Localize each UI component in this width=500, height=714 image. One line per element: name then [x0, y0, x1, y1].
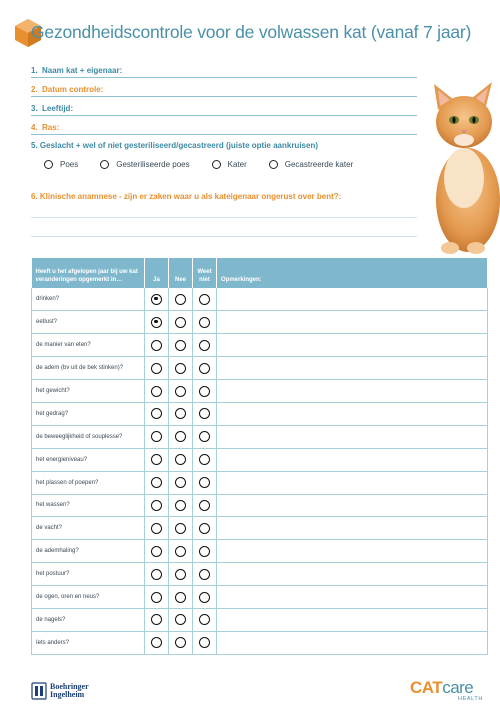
radio-nee[interactable] — [175, 340, 186, 351]
option-gecastreerde-kater[interactable]: Gecastreerde kater — [269, 160, 353, 169]
radio-weet-niet[interactable] — [199, 546, 210, 557]
remarks-cell[interactable] — [217, 334, 488, 357]
remarks-cell[interactable] — [217, 494, 488, 517]
radio-nee[interactable] — [175, 614, 186, 625]
row-question: de adem (bv uit de bek stinken)? — [32, 357, 145, 380]
radio-ja[interactable] — [151, 500, 162, 511]
radio-nee[interactable] — [175, 637, 186, 648]
row-question: de ogen, oren en neus? — [32, 586, 145, 609]
radio-weet-niet[interactable] — [199, 637, 210, 648]
question-anamnesis: 6. Klinische anamnese - zijn er zaken waar u als kateigenaar ongerust over bent?: — [31, 192, 342, 201]
table-row — [32, 608, 488, 631]
remarks-cell[interactable] — [217, 608, 488, 631]
radio-weet-niet[interactable] — [199, 294, 210, 305]
sex-options — [44, 160, 375, 169]
row-question: de ademhaling? — [32, 540, 145, 563]
radio-weet-niet[interactable] — [199, 454, 210, 465]
field-date[interactable]: 2. Datum controle: — [31, 85, 417, 97]
field-breed[interactable]: 4. Ras: — [31, 123, 417, 135]
table-row — [32, 586, 488, 609]
remarks-cell[interactable] — [217, 517, 488, 540]
remarks-cell[interactable] — [217, 586, 488, 609]
radio-ja[interactable] — [151, 431, 162, 442]
row-question: het postuur? — [32, 563, 145, 586]
field-name-owner[interactable]: 1. Naam kat + eigenaar: — [31, 66, 417, 78]
row-question: de nagels? — [32, 608, 145, 631]
header-opmerkingen: Opmerkingen: — [217, 258, 488, 288]
radio-weet-niet[interactable] — [199, 386, 210, 397]
row-question: drinken? — [32, 288, 145, 311]
table-row — [32, 517, 488, 540]
row-question: het gewicht? — [32, 380, 145, 403]
remarks-cell[interactable] — [217, 471, 488, 494]
radio-ja[interactable] — [151, 294, 162, 305]
option-gesteriliseerde-poes[interactable]: Gesteriliseerde poes — [100, 160, 189, 169]
option-poes[interactable]: Poes — [44, 160, 78, 169]
remarks-cell[interactable] — [217, 448, 488, 471]
radio-ja[interactable] — [151, 454, 162, 465]
cat-photo — [420, 80, 500, 255]
radio-nee[interactable] — [175, 592, 186, 603]
radio-weet-niet[interactable] — [199, 500, 210, 511]
radio-nee[interactable] — [175, 431, 186, 442]
radio-ja[interactable] — [151, 569, 162, 580]
radio-ja[interactable] — [151, 363, 162, 374]
remarks-cell[interactable] — [217, 563, 488, 586]
table-row — [32, 334, 488, 357]
boehringer-icon — [31, 682, 47, 700]
radio-ja[interactable] — [151, 592, 162, 603]
table-row — [32, 471, 488, 494]
radio-nee[interactable] — [175, 477, 186, 488]
radio-ja[interactable] — [151, 317, 162, 328]
remarks-cell[interactable] — [217, 311, 488, 334]
table-row — [32, 631, 488, 654]
radio-weet-niet[interactable] — [199, 477, 210, 488]
radio-nee[interactable] — [175, 500, 186, 511]
checklist-table — [31, 258, 488, 655]
header-ja: Ja — [145, 258, 169, 288]
radio-nee[interactable] — [175, 363, 186, 374]
radio-weet-niet[interactable] — [199, 408, 210, 419]
table-row — [32, 494, 488, 517]
radio-weet-niet[interactable] — [199, 523, 210, 534]
header-question: Heeft u het afgelopen jaar bij uw kat veranderingen opgemerkt in… — [32, 258, 145, 288]
radio-weet-niet[interactable] — [199, 317, 210, 328]
remarks-cell[interactable] — [217, 288, 488, 311]
remarks-cell[interactable] — [217, 631, 488, 654]
radio-nee[interactable] — [175, 523, 186, 534]
radio-icon[interactable] — [212, 160, 221, 169]
radio-nee[interactable] — [175, 294, 186, 305]
row-question: het energieniveau? — [32, 448, 145, 471]
radio-weet-niet[interactable] — [199, 431, 210, 442]
radio-nee[interactable] — [175, 386, 186, 397]
row-question: het plassen of poepen? — [32, 471, 145, 494]
row-question: eetlust? — [32, 311, 145, 334]
radio-icon[interactable] — [44, 160, 53, 169]
radio-weet-niet[interactable] — [199, 363, 210, 374]
remarks-cell[interactable] — [217, 540, 488, 563]
option-kater[interactable]: Kater — [212, 160, 247, 169]
radio-nee[interactable] — [175, 454, 186, 465]
radio-ja[interactable] — [151, 386, 162, 397]
row-question: het gedrag? — [32, 402, 145, 425]
remarks-cell[interactable] — [217, 402, 488, 425]
table-row — [32, 311, 488, 334]
row-question: de manier van eten? — [32, 334, 145, 357]
table-row — [32, 288, 488, 311]
table-row — [32, 357, 488, 380]
page-title: Gezondheidscontrole voor de volwassen kat (vanaf 7 jaar) — [31, 22, 472, 42]
field-age[interactable]: 3. Leeftijd: — [31, 104, 417, 116]
table-row — [32, 563, 488, 586]
radio-icon[interactable] — [269, 160, 278, 169]
catcare-logo: CATcare HEALTH — [410, 678, 483, 702]
row-question: de beweeglijkheid of souplesse? — [32, 425, 145, 448]
table-row — [32, 380, 488, 403]
radio-ja[interactable] — [151, 614, 162, 625]
radio-nee[interactable] — [175, 569, 186, 580]
radio-nee[interactable] — [175, 546, 186, 557]
radio-nee[interactable] — [175, 408, 186, 419]
answer-line[interactable] — [31, 217, 417, 218]
radio-weet-niet[interactable] — [199, 592, 210, 603]
question-sex: 5. Geslacht + wel of niet gesteriliseerd/gecastreerd (juiste optie aankruisen) — [31, 141, 318, 150]
radio-icon[interactable] — [100, 160, 109, 169]
radio-weet-niet[interactable] — [199, 569, 210, 580]
table-row — [32, 540, 488, 563]
remarks-cell[interactable] — [217, 425, 488, 448]
table-row — [32, 425, 488, 448]
radio-ja[interactable] — [151, 340, 162, 351]
header-weet-niet: Weet niet — [193, 258, 217, 288]
radio-ja[interactable] — [151, 546, 162, 557]
table-row — [32, 448, 488, 471]
radio-ja[interactable] — [151, 477, 162, 488]
remarks-cell[interactable] — [217, 380, 488, 403]
remarks-cell[interactable] — [217, 357, 488, 380]
row-question: de vacht? — [32, 517, 145, 540]
boehringer-logo: Boehringer Ingelheim — [31, 682, 89, 700]
row-question: het wassen? — [32, 494, 145, 517]
answer-line[interactable] — [31, 236, 417, 237]
radio-weet-niet[interactable] — [199, 614, 210, 625]
radio-weet-niet[interactable] — [199, 340, 210, 351]
radio-ja[interactable] — [151, 637, 162, 648]
row-question: Iets anders? — [32, 631, 145, 654]
radio-nee[interactable] — [175, 317, 186, 328]
table-row — [32, 402, 488, 425]
header-nee: Nee — [169, 258, 193, 288]
radio-ja[interactable] — [151, 408, 162, 419]
radio-ja[interactable] — [151, 523, 162, 534]
